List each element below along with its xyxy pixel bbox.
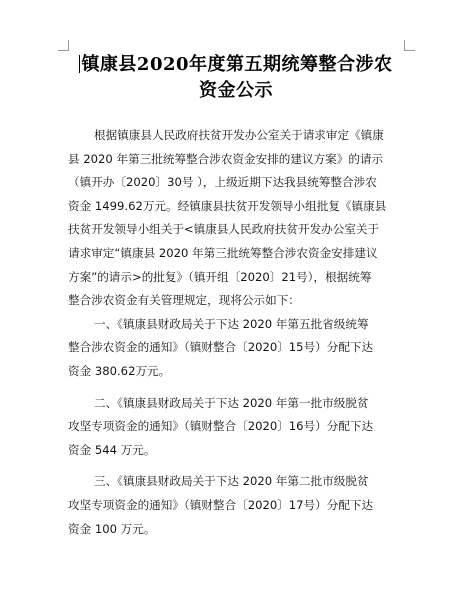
paragraph-gap — [68, 384, 428, 392]
paragraph-line: 扶贫开发领导小组关于<镇康县人民政府扶贫开发办公室关于 — [68, 222, 380, 237]
page-corner-mark-left — [58, 40, 69, 51]
paragraph-line: 整合涉农资金的通知》（镇财整合〔2020〕15号）分配下达 — [68, 340, 374, 355]
intro-paragraph — [68, 124, 428, 313]
paragraph-line: 请求审定“镇康县 2020 年第三批统筹整合涉农资金安排建议 — [68, 245, 378, 260]
paragraph-line: 县 2020 年第三批统筹整合涉农资金安排的建议方案》的请示 — [68, 151, 384, 166]
paragraph-line: 资金 380.62万元。 — [68, 363, 171, 378]
page-corner-mark-right — [404, 40, 415, 51]
title-line-2[interactable]: 资金公示 — [199, 80, 273, 101]
item-2 — [68, 392, 428, 463]
paragraph-line: 攻坚专项资金的通知》（镇财整合〔2020〕17号）分配下达 — [68, 497, 374, 512]
paragraph-line: 根据镇康县人民政府扶贫开发办公室关于请求审定《镇康 — [94, 128, 384, 142]
paragraph-line: 方案”的请示>的批复》（镇开组〔2020〕21号），根据统筹 — [68, 269, 372, 284]
paragraph-line: 资金 1499.62万元。经镇康县扶贫开发领导小组批复《镇康县 — [68, 198, 387, 213]
item-1 — [68, 313, 428, 384]
paragraph-line: 资金 100 万元。 — [68, 521, 156, 536]
paragraph-line: 二、《镇康县财政局关于下达 2020 年第一批市级脱贫 — [94, 395, 369, 410]
title-line-1-text: 镇康县2020年度第五期统筹整合涉农 — [81, 54, 393, 75]
document-body[interactable] — [68, 124, 428, 541]
paragraph-line: 整合涉农资金有关管理规定，现将公示如下： — [68, 293, 300, 308]
paragraph-line: 资金 544 万元。 — [68, 442, 156, 457]
paragraph-gap — [68, 462, 428, 470]
title-line-1[interactable] — [60, 52, 412, 78]
item-3 — [68, 470, 428, 541]
paragraph-line: 攻坚专项资金的通知》（镇财整合〔2020〕16号）分配下达 — [68, 419, 374, 434]
document-title — [60, 52, 412, 104]
paragraph-line: 一、《镇康县财政局关于下达 2020 年第五批省级统筹 — [94, 316, 369, 331]
paragraph-line: 三、《镇康县财政局关于下达 2020 年第二批市级脱贫 — [94, 474, 369, 489]
paragraph-line: （镇开办〔2020〕30号 ），上级近期下达我县统筹整合涉农 — [68, 175, 377, 190]
